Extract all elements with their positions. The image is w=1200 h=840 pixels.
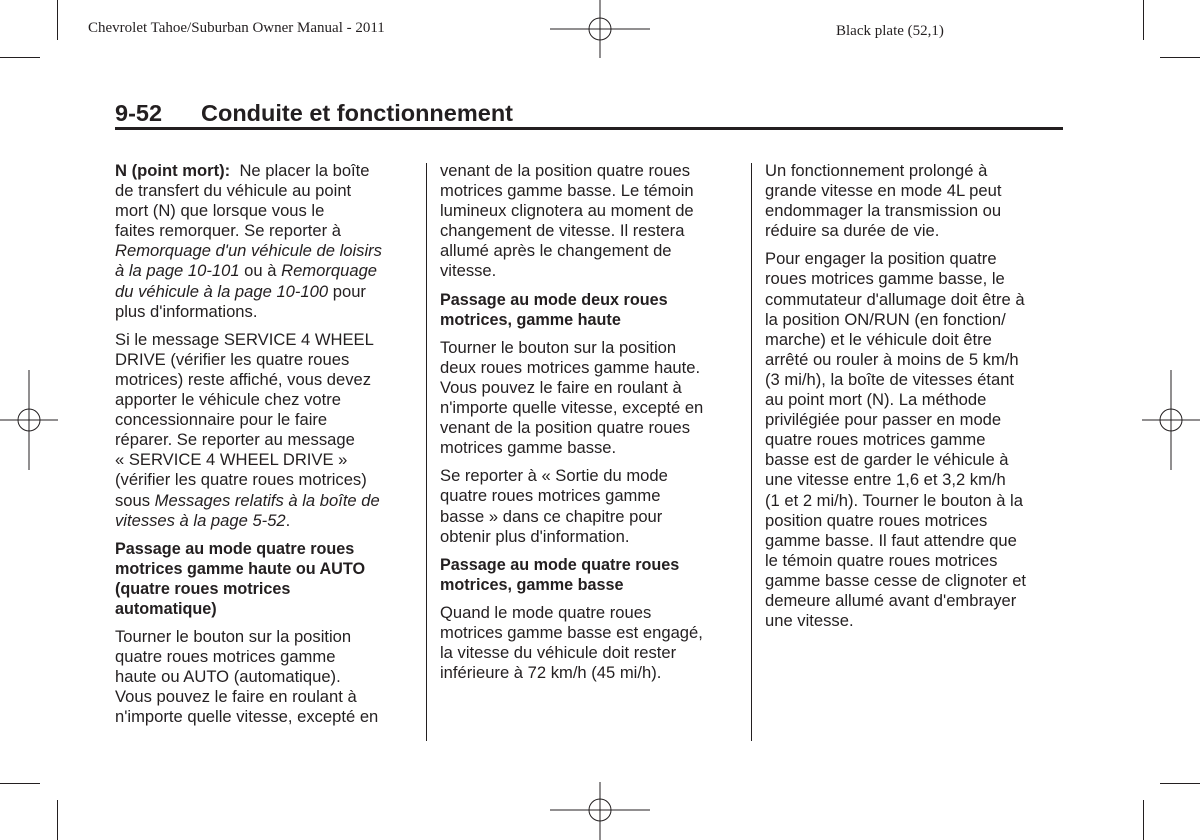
registration-target-icon xyxy=(1140,370,1200,470)
cross-reference: Messages relatifs à la boîte de xyxy=(154,490,380,510)
term-label: N (point mort): xyxy=(115,161,231,180)
subsection-heading: Passage au mode quatre roues motrices, gamme basse xyxy=(440,555,680,594)
column-1 xyxy=(115,161,415,736)
paragraph: Se reporter à « Sortie du mode quatre roues motrices gamme basse » dans ce chapitre pour obtenir plus d'information. xyxy=(440,466,668,546)
crop-mark xyxy=(1143,0,1144,40)
column-divider xyxy=(426,163,427,741)
paragraph: Quand le mode quatre roues motrices gamme basse est engagé, la vitesse du véhicule doit rester inférieure à 72 km/h (45 mi/h). xyxy=(440,602,703,683)
crop-mark xyxy=(1160,783,1200,784)
cross-reference: vitesses à la page 5-52 xyxy=(115,510,286,530)
subsection-heading: Passage au mode deux roues motrices, gamme haute xyxy=(440,290,668,329)
cross-reference: à la page 10-101 xyxy=(115,261,240,281)
crop-mark xyxy=(0,57,40,58)
paragraph: Pour engager la position quatre roues motrices gamme basse, le commutateur d'allumage doit être à la position ON/RUN (en fonction/ marche) et le véhicule doit être arrêté ou rouler à moins de 5 km/h (3 mi/h), la boîte de vitesses étant au point mort (N). La méthode privilégiée pour passer en mode quatre roues motrices gamme basse est de garder le véhicule à une vitesse entre 1,6 et 3,2 km/h (1 et 2 mi/h). Tourner le bouton à la position quatre roues motrices gamme basse. Il faut attendre que le témoin quatre roues motrices gamme basse cesse de clignoter et demeure allumé avant d'embrayer une vitesse. xyxy=(765,249,1027,631)
crop-mark xyxy=(1143,800,1144,840)
paragraph: Tourner le bouton sur la position quatre roues motrices gamme haute ou AUTO (automatique). Vous pouvez le faire en roulant à n'importe quelle vitesse, excepté en xyxy=(115,627,379,727)
subsection-heading: Passage au mode quatre roues motrices gamme haute ou AUTO (quatre roues motrices automatique) xyxy=(115,539,366,618)
paragraph: Si le message SERVICE 4 WHEEL DRIVE (vérifier les quatre roues motrices) reste affiché, vous devez apporter le véhicule chez votre concessionnaire pour le faire réparer. Se reporter au message « SERVICE 4 WHEEL DRIVE » (vérifier les quatre roues motrices) sous Messages relatifs à la boîte de vitesses à la page 5-52. xyxy=(115,329,380,530)
crop-mark xyxy=(1160,57,1200,58)
cross-reference: du véhicule à la page 10-100 xyxy=(115,281,329,301)
section-title: Conduite et fonctionnement xyxy=(201,100,514,126)
heading-rule xyxy=(115,127,1063,130)
column-3 xyxy=(765,161,1065,639)
paragraph: Tourner le bouton sur la position deux roues motrices gamme haute. Vous pouvez le faire en roulant à n'importe quelle vitesse, excepté en venant de la position quatre roues motrices gamme basse. xyxy=(440,337,704,458)
paragraph: venant de la position quatre roues motrices gamme basse. Le témoin lumineux clignotera au moment de changement de vitesse. Il restera allumé après le changement de vitesse. xyxy=(440,161,694,281)
paragraph: Un fonctionnement prolongé à grande vitesse en mode 4L peut endommager la transmission ou réduire sa durée de vie. xyxy=(765,161,1002,241)
registration-target-icon xyxy=(550,0,650,60)
crop-mark xyxy=(57,800,58,840)
paragraph: N (point mort): Ne placer la boîte de transfert du véhicule au point mort (N) que lorsque vous le faites remorquer. Se reporter à Remorquage d'un véhicule de loisirs à la page 10-101 ou à Remorquage du véhicule à la page 10-100 pour plus d'informations. xyxy=(115,161,415,322)
registration-target-icon xyxy=(0,370,60,470)
manual-title: Chevrolet Tahoe/Suburban Owner Manual - 2011 xyxy=(88,20,385,36)
cross-reference: Remorquage d'un véhicule de loisirs xyxy=(115,241,382,261)
column-divider xyxy=(751,163,752,741)
page-number: 9-52 xyxy=(115,100,163,126)
cross-reference: Remorquage xyxy=(281,261,378,281)
plate-label: Black plate (52,1) xyxy=(836,23,944,39)
page-heading xyxy=(115,100,513,127)
crop-mark xyxy=(0,783,40,784)
crop-mark xyxy=(57,0,58,40)
registration-target-icon xyxy=(550,780,650,840)
column-2 xyxy=(440,161,740,691)
